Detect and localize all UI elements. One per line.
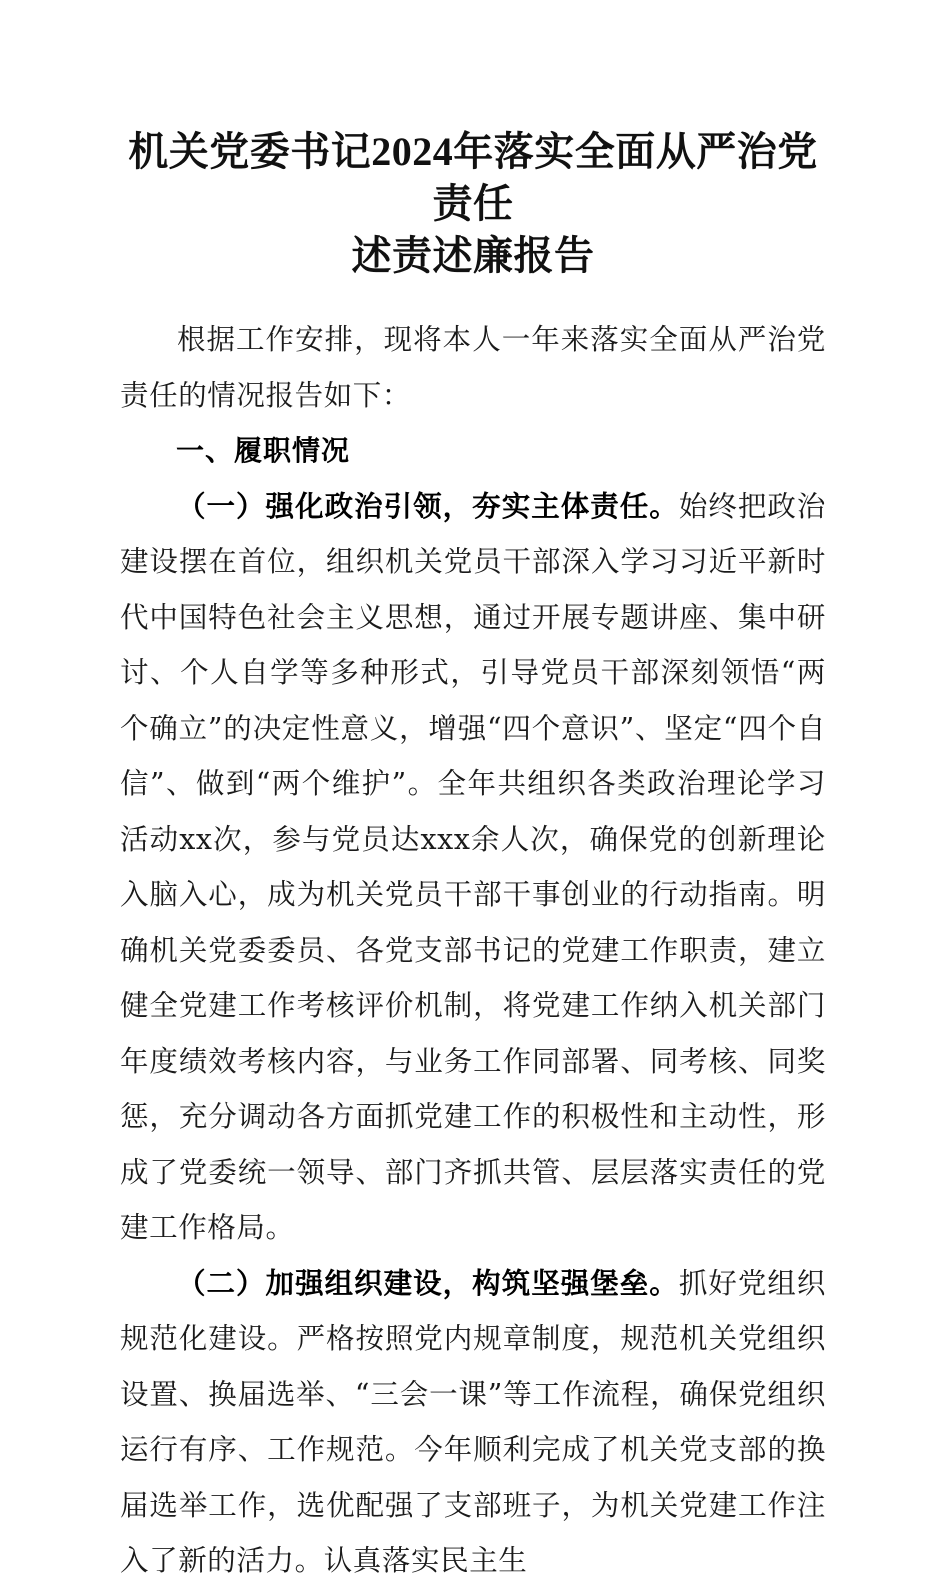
intro-paragraph: 根据工作安排，现将本人一年来落实全面从严治党责任的情况报告如下： [120, 323, 826, 412]
subsection-2-text: 抓好党组织规范化建设。严格按照党内规章制度，规范机关党组织设置、换届选举、“三会一课”等工作流程，确保党组织运行有序、工作规范。今年顺利完成了机关党支部的换届选举工作，选优配强了支部班子，为机关党建工作注入了新的活力。认真落实民主生 [120, 1266, 826, 1577]
subsection-paragraph-1 [120, 479, 826, 1256]
document-body [120, 312, 826, 1589]
subsection-1-text: 始终把政治建设摆在首位，组织机关党员干部深入学习习近平新时代中国特色社会主义思想，通过开展专题讲座、集中研讨、个人自学等多种形式，引导党员干部深刻领悟“两个确立”的决定性意义，增强“四个意识”、坚定“四个自信”、做到“两个维护”。全年共组织各类政治理论学习活动xx次，参与党员达xxx余人次，确保党的创新理论入脑入心，成为机关党员干部干事创业的行动指南。明确机关党委委员、各党支部书记的党建工作职责，建立健全党建工作考核评价机制，将党建工作纳入机关部门年度绩效考核内容，与业务工作同部署、同考核、同奖惩，充分调动各方面抓党建工作的积极性和主动性，形成了党委统一领导、部门齐抓共管、层层落实责任的党建工作格局。 [120, 489, 826, 1244]
section-heading-1: 一、履职情况 [176, 435, 351, 466]
subsection-1-lead: （一）强化政治引领，夯实主体责任。 [177, 488, 679, 523]
page-title-line-2: 述责述廉报告 [351, 233, 595, 278]
page-content-area [120, 0, 826, 1589]
subsection-2-lead: （二）加强组织建设，构筑坚强堡垒。 [177, 1265, 679, 1300]
page-title-line-1: 机关党委书记2024年落实全面从严治党责任 [128, 129, 818, 226]
page-title [120, 0, 826, 282]
subsection-paragraph-2 [120, 1256, 826, 1589]
